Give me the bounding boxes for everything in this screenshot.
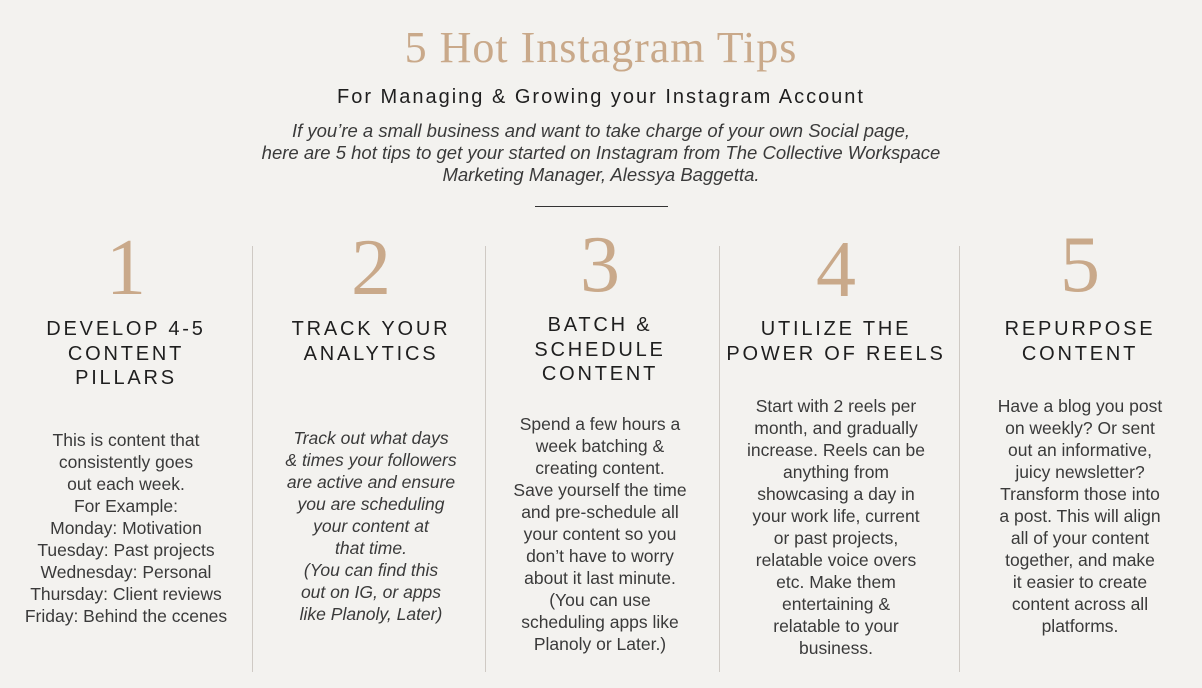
- tip-body-line: you are scheduling: [297, 494, 445, 514]
- tip-body-line: entertaining &: [782, 594, 890, 614]
- tip-body-line: Have a blog you post: [997, 396, 1163, 416]
- tip-body-line: content across all: [1011, 594, 1149, 614]
- tip-body-line: (You can use: [549, 590, 651, 610]
- tip-body: [718, 395, 954, 659]
- tip-heading: [482, 313, 718, 387]
- tip-body-line: platforms.: [1041, 616, 1119, 636]
- tip-body-line: Transform those into: [1000, 484, 1160, 504]
- tip-body-line: showcasing a day in: [757, 484, 915, 504]
- tip-body-line: Wednesday: Personal: [40, 562, 212, 582]
- tip-heading: [8, 317, 244, 391]
- tip-body-line: your work life, current: [752, 506, 920, 526]
- tip-body-line: don’t have to worry: [526, 546, 674, 566]
- tip-heading-line: UTILIZE THE: [760, 318, 912, 340]
- tip-number: 3: [580, 221, 620, 309]
- tip-body-line: consistently goes: [58, 452, 194, 472]
- tip-body-line: Thursday: Client reviews: [30, 584, 222, 604]
- tip-body-line: creating content.: [535, 458, 665, 478]
- tip-body-line: scheduling apps like: [521, 612, 679, 632]
- tip-body-line: out on IG, or apps: [300, 582, 442, 602]
- intro-line: here are 5 hot tips to get your started on Instagram from The Collective Workspace: [261, 142, 941, 163]
- tip-column-3: [482, 0, 718, 688]
- tip-heading: [253, 317, 489, 366]
- tip-body-line: your content at: [313, 516, 429, 536]
- intro-line: Marketing Manager, Alessya Baggetta.: [442, 164, 760, 185]
- tip-body-line: month, and gradually: [754, 418, 918, 438]
- tip-body: [482, 413, 718, 655]
- tip-heading-line: CONTENT: [1021, 342, 1139, 365]
- tip-body: [962, 395, 1198, 637]
- tip-heading-line: PILLARS: [75, 367, 177, 389]
- tip-body-line: Friday: Behind the ccenes: [24, 606, 228, 626]
- tip-body-line: together, and make: [1005, 550, 1155, 570]
- column-divider: [959, 246, 960, 672]
- tip-body-line: relatable to your: [773, 616, 899, 636]
- tip-body-line: it easier to create: [1012, 572, 1148, 592]
- tip-column-2: [253, 0, 489, 688]
- tip-number: 2: [351, 224, 391, 312]
- tip-heading-line: CONTENT: [541, 363, 659, 385]
- tip-body-line: and pre-schedule all: [521, 502, 679, 522]
- tip-body-line: a post. This will align: [999, 506, 1161, 526]
- tip-heading-line: CONTENT: [67, 342, 185, 365]
- tip-column-5: [962, 0, 1198, 688]
- tip-number: 4: [816, 226, 856, 314]
- tip-body-line: on weekly? Or sent: [1005, 418, 1155, 438]
- tip-heading: [962, 317, 1198, 366]
- tip-body-line: Start with 2 reels per: [755, 396, 917, 416]
- tip-body-line: out each week.: [67, 474, 185, 494]
- tip-body-line: out an informative,: [1008, 440, 1152, 460]
- tip-body-line: & times your followers: [285, 450, 457, 470]
- tip-body-line: etc. Make them: [776, 572, 896, 592]
- tip-number: 1: [106, 224, 146, 312]
- tip-body: [8, 429, 244, 627]
- page-subtitle: For Managing & Growing your Instagram Account: [337, 86, 865, 108]
- tip-body-line: that time.: [335, 538, 407, 558]
- tip-body-line: Spend a few hours a: [519, 414, 681, 434]
- tip-body-line: Planoly or Later.): [533, 634, 667, 654]
- tip-heading-line: SCHEDULE: [534, 338, 666, 361]
- tip-heading-line: ANALYTICS: [303, 342, 439, 365]
- tip-column-1: [8, 0, 244, 688]
- tip-body-line: Tuesday: Past projects: [37, 540, 215, 560]
- tip-number: 5: [1060, 221, 1100, 309]
- tip-body-line: juicy newsletter?: [1015, 462, 1145, 482]
- tip-body-line: week batching &: [535, 436, 665, 456]
- tip-body-line: Track out what days: [293, 428, 449, 448]
- tip-column-4: [718, 0, 954, 688]
- tip-heading-line: POWER OF REELS: [726, 342, 946, 365]
- tip-body-line: This is content that: [52, 430, 200, 450]
- tip-body-line: are active and ensure: [286, 472, 456, 492]
- tip-body-line: Monday: Motivation: [50, 518, 202, 538]
- tip-heading: [718, 317, 954, 366]
- tip-body-line: Save yourself the time: [513, 480, 687, 500]
- tip-body-line: about it last minute.: [524, 568, 676, 588]
- tip-heading-line: BATCH &: [547, 314, 653, 336]
- page-title: 5 Hot Instagram Tips: [404, 23, 798, 72]
- tip-body-line: relatable voice overs: [755, 550, 917, 570]
- tip-body-line: increase. Reels can be: [746, 440, 926, 460]
- intro-line: If you’re a small business and want to take charge of your own Social page,: [291, 120, 911, 141]
- tip-body-line: For Example:: [73, 496, 179, 516]
- tip-body-line: anything from: [782, 462, 890, 482]
- tip-body-line: like Planoly, Later): [299, 604, 443, 624]
- tip-body-line: or past projects,: [773, 528, 899, 548]
- tip-heading-line: TRACK YOUR: [291, 318, 451, 340]
- tip-heading-line: DEVELOP 4-5: [46, 318, 206, 340]
- tip-body-line: (You can find this: [303, 560, 439, 580]
- tip-body: [253, 427, 489, 625]
- tip-body-line: your content so you: [523, 524, 677, 544]
- tip-body-line: business.: [799, 638, 873, 658]
- tip-body-line: all of your content: [1010, 528, 1150, 548]
- tip-heading-line: REPURPOSE: [1004, 318, 1156, 340]
